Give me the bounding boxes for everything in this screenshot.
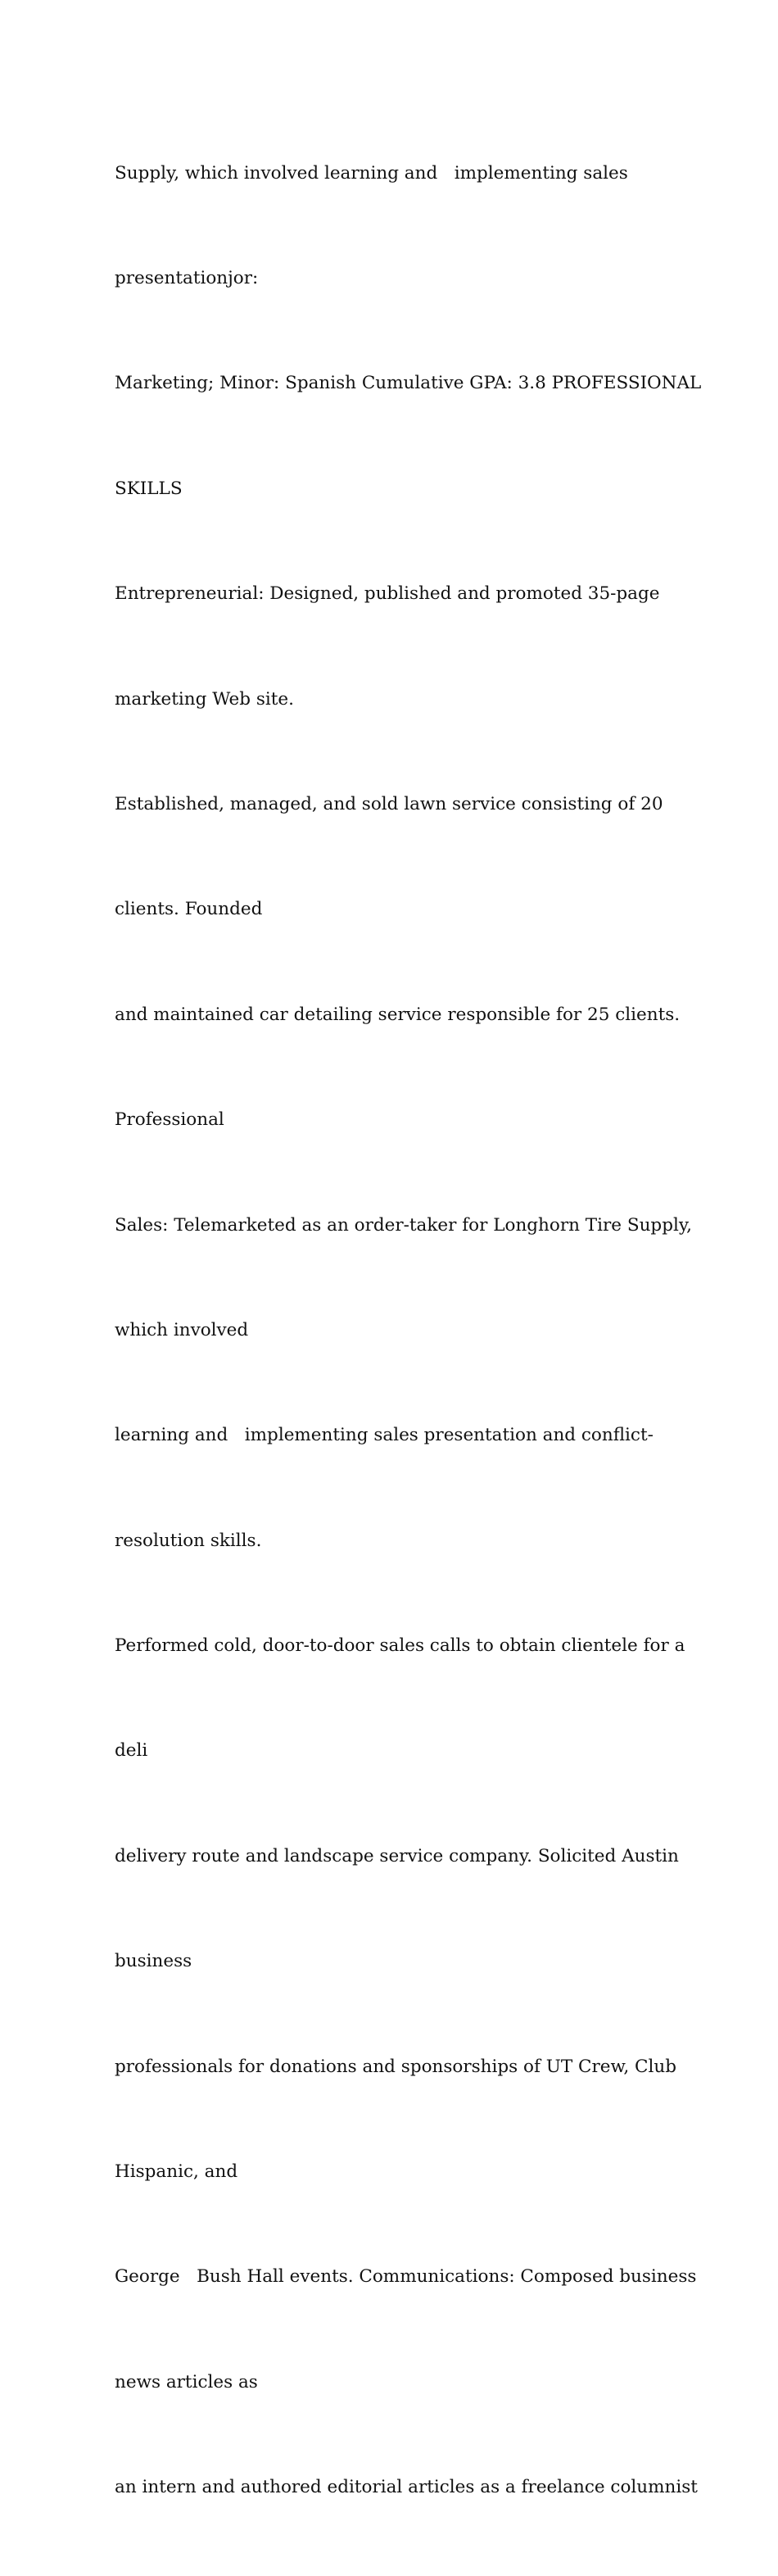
text-line: professionals for donations and sponsorships of UT Crew, Club xyxy=(115,2056,676,2077)
text-line: business xyxy=(115,1951,192,1972)
text-line: Professional xyxy=(115,1109,224,1131)
text-line: Entrepreneurial: Designed, published and promoted 35-page xyxy=(115,583,660,605)
text-line: Supply, which involved learning and implementing sales xyxy=(115,162,628,184)
text-line: marketing Web site. xyxy=(115,688,294,710)
text-line: Performed cold, door-to-door sales calls to obtain clientele for a xyxy=(115,1635,685,1657)
text-line: delivery route and landscape service company. Solicited Austin xyxy=(115,1845,679,1866)
document-body xyxy=(115,86,702,2576)
text-line: Established, managed, and sold lawn service consisting of 20 xyxy=(115,793,663,814)
text-line: learning and implementing sales presentation and conflict- xyxy=(115,1425,654,1446)
text-line: deli xyxy=(115,1740,148,1762)
text-line: an intern and authored editorial articles as a freelance columnist xyxy=(115,2477,698,2498)
text-line: SKILLS xyxy=(115,478,183,499)
text-line: Marketing; Minor: Spanish Cumulative GPA: 3.8 PROFESSIONAL xyxy=(115,373,702,394)
text-line: George Bush Hall events. Communications: Composed business xyxy=(115,2266,697,2288)
text-line: resolution skills. xyxy=(115,1530,262,1551)
text-line: which involved xyxy=(115,1319,249,1340)
text-line: and maintained car detailing service responsible for 25 clients. xyxy=(115,1004,681,1025)
text-line: news articles as xyxy=(115,2371,258,2392)
text-line: clients. Founded xyxy=(115,899,263,920)
text-line: Hispanic, and xyxy=(115,2161,238,2183)
text-line: Sales: Telemarketed as an order-taker for Longhorn Tire Supply, xyxy=(115,1214,692,1236)
text-line: presentationjor: xyxy=(115,267,259,288)
